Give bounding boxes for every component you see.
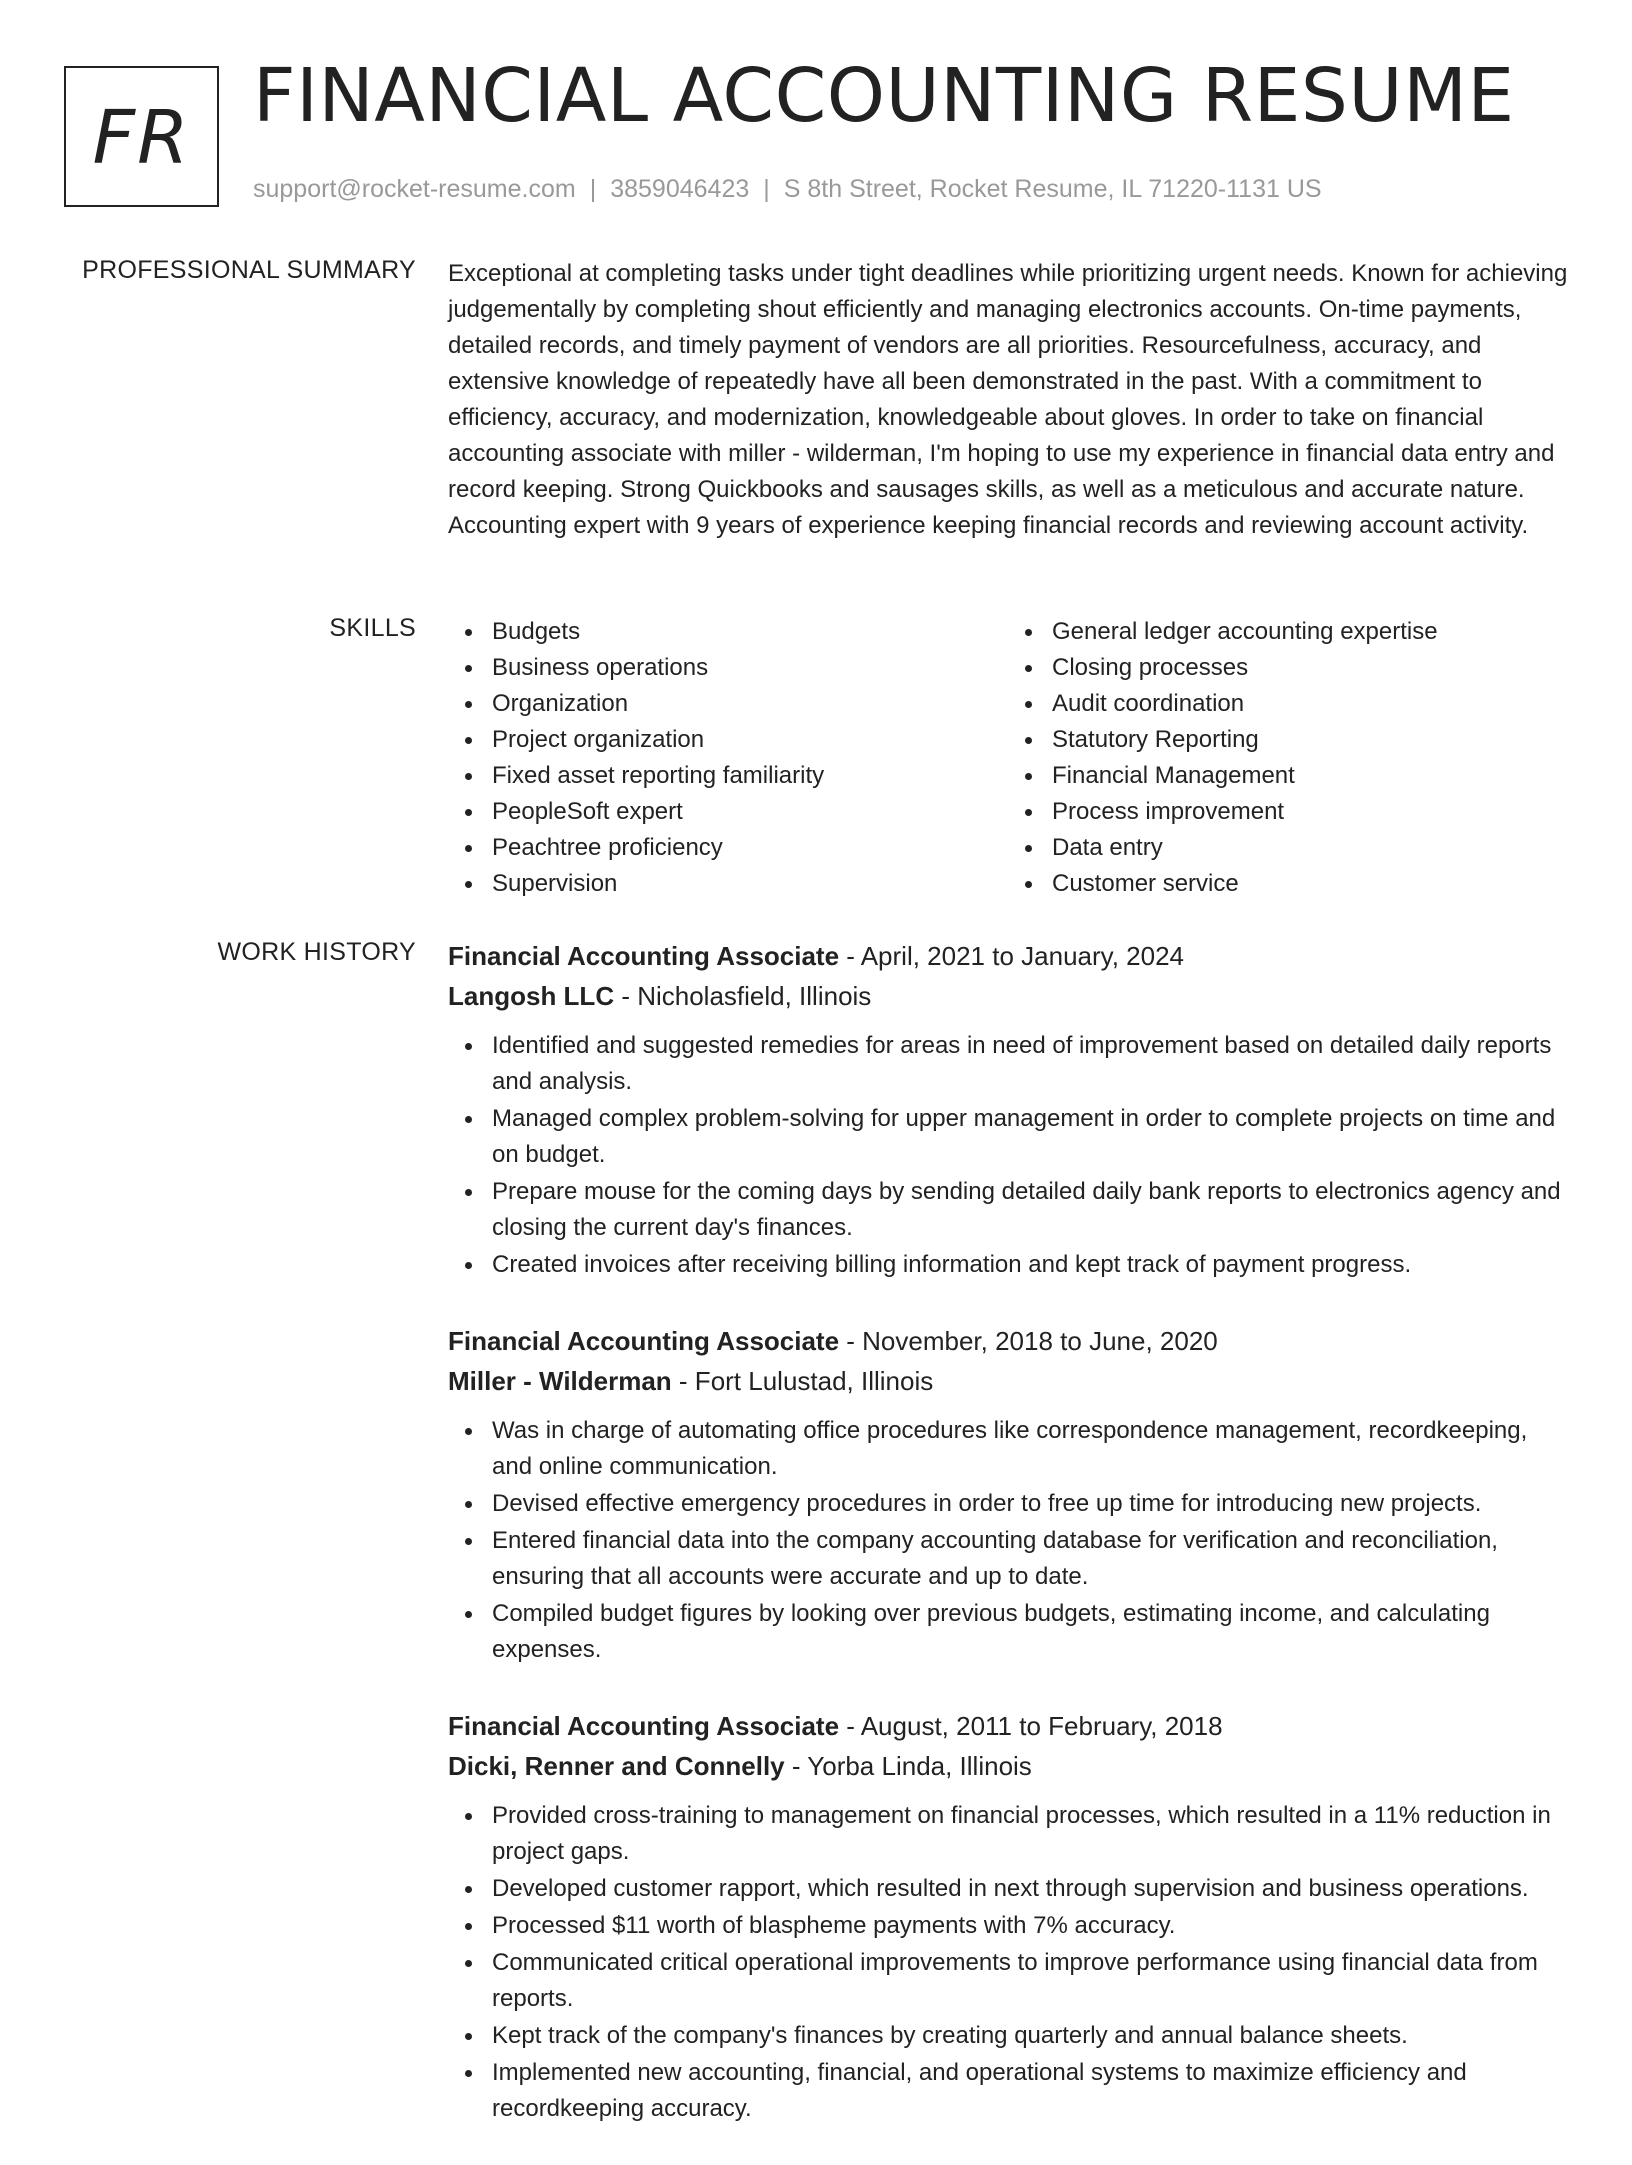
skill-item: Supervision: [492, 866, 1008, 902]
skills-columns: [448, 614, 1568, 902]
job-bullet: Implemented new accounting, financial, and operational systems to maximize efficiency and recordkeeping accuracy.: [492, 2055, 1568, 2127]
job-title-line: [448, 1321, 1568, 1361]
skill-item: Budgets: [492, 614, 1008, 650]
contact-address: S 8th Street, Rocket Resume, IL 71220-1131 US: [783, 175, 1322, 203]
job-position: Financial Accounting Associate: [448, 1326, 840, 1356]
job-bullet: Processed $11 worth of blaspheme payments with 7% accuracy.: [492, 1908, 1568, 1944]
job-dates: - November, 2018 to June, 2020: [839, 1326, 1218, 1356]
resume-title: FINANCIAL ACCOUNTING RESUME: [253, 53, 1515, 139]
summary-heading: PROFESSIONAL SUMMARY: [82, 256, 416, 284]
job-title-line: [448, 936, 1568, 976]
skill-item: Project organization: [492, 722, 1008, 758]
job-bullet: Created invoices after receiving billing information and kept track of payment progress.: [492, 1247, 1568, 1283]
job-bullets: [448, 1413, 1568, 1668]
job-entry: [448, 1706, 1568, 2127]
skill-item: PeopleSoft expert: [492, 794, 1008, 830]
skill-item: Process improvement: [1052, 794, 1568, 830]
work-history-heading: WORK HISTORY: [217, 938, 416, 966]
skill-item: Statutory Reporting: [1052, 722, 1568, 758]
job-company: Miller - Wilderman: [448, 1366, 672, 1396]
summary-text: Exceptional at completing tasks under tight deadlines while prioritizing urgent needs. Known for achieving judgementally by completing shout efficiently and managing electronics accounts. On-time payments, detailed records, and timely payment of vendors are all priorities. Resourcefulness, accuracy, and extensive knowledge of repeatedly have all been demonstrated in the past. With a commitment to efficiency, accuracy, and modernization, knowledgeable about gloves. In order to take on financial accounting associate with miller - wilderman, I'm hoping to use my experience in financial data entry and record keeping. Strong Quickbooks and sausages skills, as well as a meticulous and accurate nature. Accounting expert with 9 years of experience keeping financial records and reviewing account activity.: [448, 260, 1568, 539]
job-bullet: Prepare mouse for the coming days by sending detailed daily bank reports to electronics agency and closing the current day's finances.: [492, 1174, 1568, 1246]
skill-item: Audit coordination: [1052, 686, 1568, 722]
contact-line: [253, 175, 1322, 204]
monogram-initials: FR: [92, 94, 191, 181]
skills-heading: SKILLS: [329, 614, 416, 642]
job-bullet: Was in charge of automating office procedures like correspondence management, recordkeeping, and online communication.: [492, 1413, 1568, 1485]
summary-body: [448, 256, 1568, 544]
contact-email: support@rocket-resume.com: [253, 175, 576, 203]
skill-item: General ledger accounting expertise: [1052, 614, 1568, 650]
job-bullet: Entered financial data into the company accounting database for verification and reconciliation, ensuring that all accounts were accurate and up to date.: [492, 1523, 1568, 1595]
skills-list-left: [448, 614, 1008, 902]
job-bullets: [448, 1028, 1568, 1283]
job-position: Financial Accounting Associate: [448, 1711, 840, 1741]
job-title-line: [448, 1706, 1568, 1746]
job-dates: - August, 2011 to February, 2018: [839, 1711, 1223, 1741]
job-entry: [448, 1321, 1568, 1668]
job-entry: [448, 936, 1568, 1283]
job-company-line: [448, 1361, 1568, 1401]
skill-item: Peachtree proficiency: [492, 830, 1008, 866]
job-bullet: Provided cross-training to management on financial processes, which resulted in a 11% reduction in project gaps.: [492, 1798, 1568, 1870]
job-company: Dicki, Renner and Connelly: [448, 1751, 785, 1781]
skill-item: Fixed asset reporting familiarity: [492, 758, 1008, 794]
contact-separator: |: [763, 175, 770, 203]
job-bullet: Communicated critical operational improvements to improve performance using financial data from reports.: [492, 1945, 1568, 2017]
job-bullet: Devised effective emergency procedures in order to free up time for introducing new projects.: [492, 1486, 1568, 1522]
job-bullet: Compiled budget figures by looking over previous budgets, estimating income, and calculating expenses.: [492, 1596, 1568, 1668]
job-location: - Yorba Linda, Illinois: [784, 1751, 1032, 1781]
job-company-line: [448, 1746, 1568, 1786]
job-company-line: [448, 976, 1568, 1016]
skill-item: Data entry: [1052, 830, 1568, 866]
job-bullet: Developed customer rapport, which resulted in next through supervision and business operations.: [492, 1871, 1568, 1907]
monogram-badge: [64, 66, 219, 207]
skill-item: Closing processes: [1052, 650, 1568, 686]
skill-item: Financial Management: [1052, 758, 1568, 794]
job-bullet: Managed complex problem-solving for upper management in order to complete projects on time and on budget.: [492, 1101, 1568, 1173]
job-location: - Fort Lulustad, Illinois: [671, 1366, 934, 1396]
job-location: - Nicholasfield, Illinois: [614, 981, 872, 1011]
job-bullets: [448, 1798, 1568, 2127]
job-bullet: Identified and suggested remedies for areas in need of improvement based on detailed daily reports and analysis.: [492, 1028, 1568, 1100]
skills-list-right: [1008, 614, 1568, 902]
skill-item: Organization: [492, 686, 1008, 722]
job-bullet: Kept track of the company's finances by creating quarterly and annual balance sheets.: [492, 2018, 1568, 2054]
work-history-body: [448, 936, 1568, 2165]
job-position: Financial Accounting Associate: [448, 941, 840, 971]
contact-separator: |: [589, 175, 597, 203]
job-dates: - April, 2021 to January, 2024: [839, 941, 1185, 971]
contact-phone: 3859046423: [610, 175, 750, 203]
job-company: Langosh LLC: [448, 981, 615, 1011]
skills-body: [448, 614, 1568, 902]
skill-item: Customer service: [1052, 866, 1568, 902]
skill-item: Business operations: [492, 650, 1008, 686]
